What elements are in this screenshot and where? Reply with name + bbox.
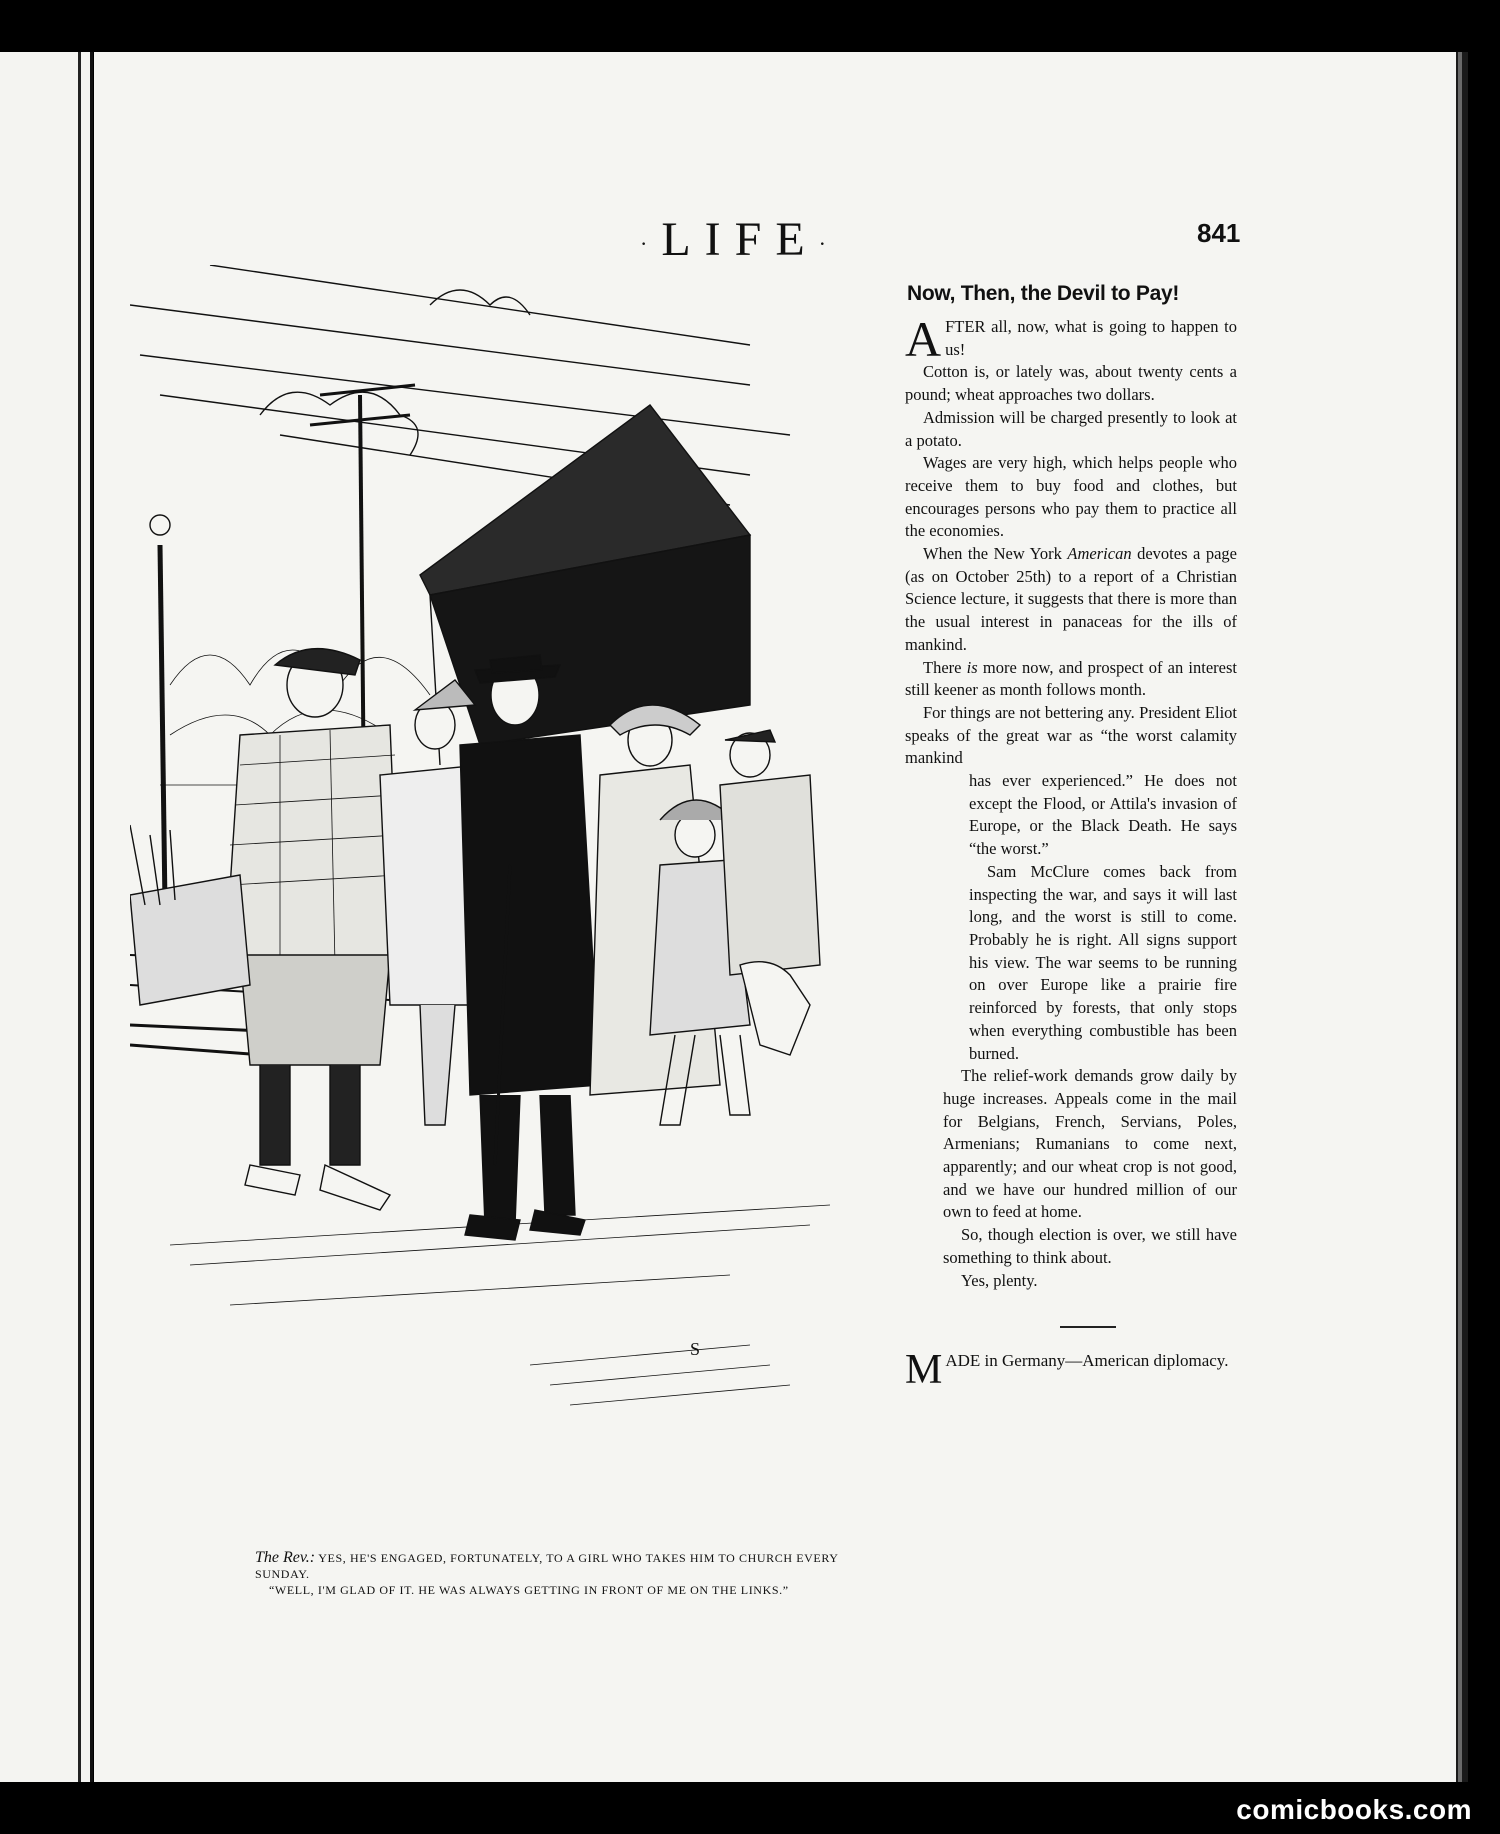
editorial-article [905,282,1237,1394]
paragraph-9: The relief-work demands grow daily by huge increases. Appeals come in the mail for Belgians, French, Servians, Poles, Armenians; Rumanians to come next, apparently; and our wheat crop is not good, and we have our hundred million of our own to feed at home. [943,1066,1237,1222]
filler-text: ADE in Germany—American diplomacy. [945,1351,1229,1371]
artist-signature: S [690,1339,701,1359]
caption-line-1: YES, HE'S ENGAGED, FORTUNATELY, TO A GIRL WHO TAKES HIM TO CHURCH EVERY SUNDAY. [255,1551,839,1581]
paragraph-6 [905,657,1237,702]
paragraph-6-text-a: There [923,657,967,677]
paragraph-5-text-b: devotes a page (as on October 25th) to a report of a Christian Science lecture, it suggests that there is more than the usual interest in panaceas for the ills of mankind. [905,544,1237,654]
paragraph-2: Cotton is, or lately was, about twenty cents a pound; wheat approaches two dollars. [905,362,1237,405]
filler-drop-cap: M [905,1347,943,1394]
article-body [905,311,1237,1292]
paragraph-5 [905,543,1237,657]
paragraph-5-text-a: When the New York [923,544,1068,564]
paragraph-6-text-b: more now, and prospect of an interest still keener as month follows month. [905,657,1237,700]
cartoon-caption [255,1550,875,1598]
gutter-line [78,52,81,1782]
page-binding-edge [1456,52,1468,1782]
paragraph-7-cont: has ever experienced.” He does not except the Flood, or Attila's invasion of Europe, or the Black Death. He says “the worst.” [969,771,1237,859]
paragraph-7: For things are not bettering any. President Eliot speaks of the great war as “the worst calamity mankind [905,702,1237,768]
paragraph-6-italic: is [966,657,978,677]
caption-line-2: “WELL, I'M GLAD OF IT. HE WAS ALWAYS GETTING IN FRONT OF ME ON THE LINKS.” [269,1583,789,1597]
section-divider [1060,1326,1116,1328]
caption-speaker: The Rev.: [255,1549,316,1566]
paragraph-3: Admission will be charged presently to look at a potato. [905,407,1237,450]
paragraph-4: Wages are very high, which helps people who receive them to buy food and clothes, but encourages persons who pay them to practice all the economies. [905,453,1237,541]
running-head: ·LIFE· [640,213,840,266]
paragraph-1 [905,311,1237,367]
drop-cap: A [905,311,942,367]
article-headline: Now, Then, the Devil to Pay! [907,282,1180,305]
cartoon-illustration [130,265,950,1545]
page-number: 841 [1197,218,1241,248]
paragraph-10: So, though election is over, we still have something to think about. [943,1225,1237,1267]
narrower-column [943,1065,1237,1292]
paragraph-11: Yes, plenty. [961,1270,1038,1290]
publication-title: LIFE [661,213,819,266]
site-watermark: comicbooks.com [1236,1794,1472,1825]
paragraph-8: Sam McClure comes back from inspecting the war, and says it will last long, and the worst is still to come. Probably he is right. All signs support his view. The war seems to be running on over Europe like a prairie fire reinforced by forests, that only stops when everything combustible has been burned. [969,861,1237,1063]
paragraph-1-text: FTER all, now, what is going to happen to us! [945,317,1237,359]
facing-page-edge [0,52,93,1782]
paragraph-5-italic: American [1067,544,1132,564]
filler-item [905,1347,1237,1394]
binding-bar [1458,52,1462,1782]
narrow-column [969,770,1237,1065]
